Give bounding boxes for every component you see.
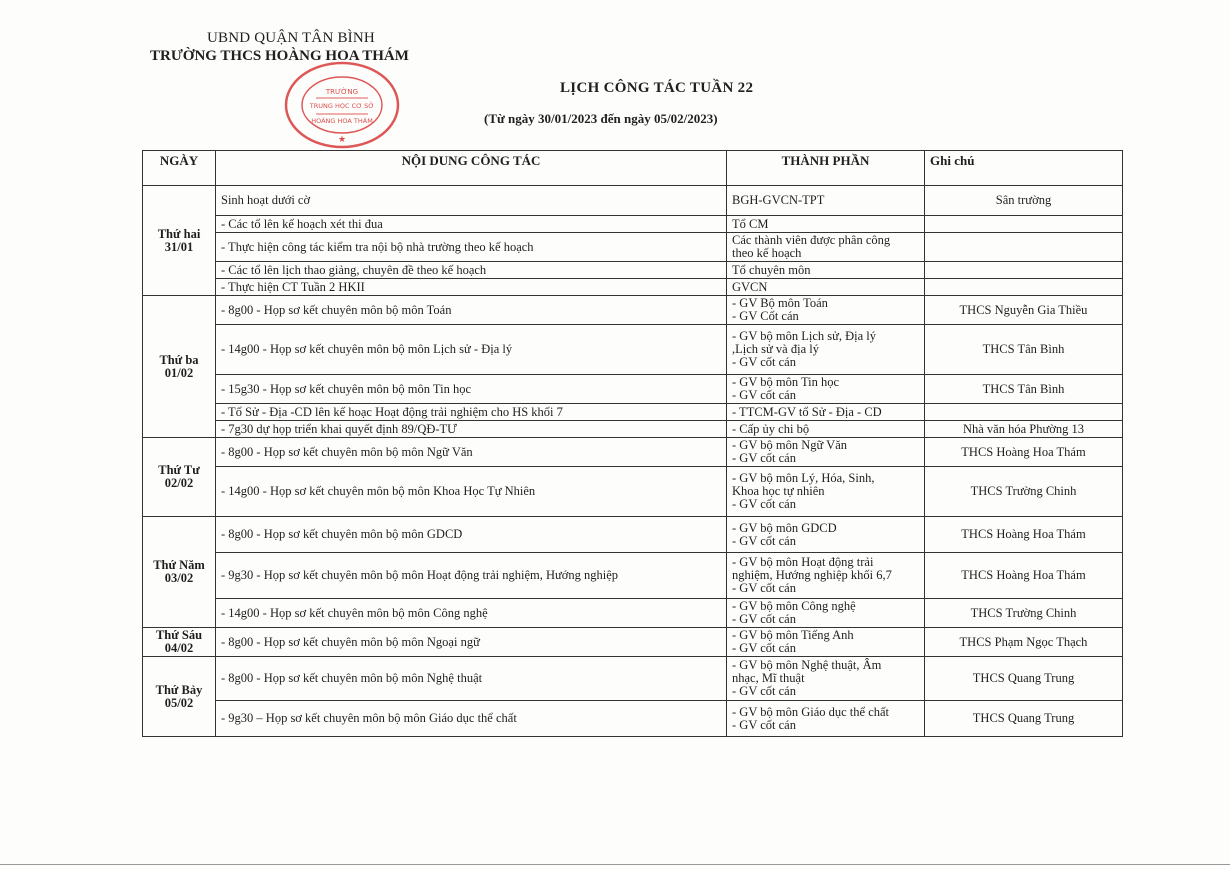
content-cell: - 15g30 - Họp sơ kết chuyên môn bộ môn Tin học xyxy=(216,375,727,404)
table-row xyxy=(143,186,1123,216)
content-cell: - 8g00 - Họp sơ kết chuyên môn bộ môn Ngoại ngữ xyxy=(216,628,727,657)
party-cell: - GV bộ môn Lịch sử, Địa lý ,Lịch sử và địa lý - GV cốt cán xyxy=(727,325,925,375)
header-day: NGÀY xyxy=(143,151,216,186)
content-cell: - 9g30 – Họp sơ kết chuyên môn bộ môn Giáo dục thể chất xyxy=(216,701,727,737)
table-row xyxy=(143,233,1123,262)
party-cell: - GV bộ môn Ngữ Văn - GV cốt cán xyxy=(727,438,925,467)
schedule-body xyxy=(143,186,1123,737)
party-cell: - GV Bộ môn Toán - GV Cốt cán xyxy=(727,296,925,325)
note-cell: THCS Quang Trung xyxy=(925,657,1123,701)
table-row xyxy=(143,701,1123,737)
note-cell xyxy=(925,262,1123,279)
day-cell: Thứ Bảy 05/02 xyxy=(143,657,216,737)
header-content: NỘI DUNG CÔNG TÁC xyxy=(216,151,727,186)
party-cell: - GV bộ môn Giáo dục thể chất - GV cốt cán xyxy=(727,701,925,737)
page-bottom-rule xyxy=(0,864,1230,865)
table-row xyxy=(143,657,1123,701)
day-cell: Thứ ba 01/02 xyxy=(143,296,216,438)
table-row xyxy=(143,404,1123,421)
party-cell: - Cấp ủy chi bộ xyxy=(727,421,925,438)
day-cell: Thứ Tư 02/02 xyxy=(143,438,216,517)
party-cell: - TTCM-GV tổ Sử - Địa - CD xyxy=(727,404,925,421)
note-cell: THCS Tân Bình xyxy=(925,375,1123,404)
party-cell: Tổ CM xyxy=(727,216,925,233)
content-cell: Sinh hoạt dưới cờ xyxy=(216,186,727,216)
party-cell: Tổ chuyên môn xyxy=(727,262,925,279)
content-cell: - Các tổ lên kế hoạch xét thi đua xyxy=(216,216,727,233)
content-cell: - 8g00 - Họp sơ kết chuyên môn bộ môn Toán xyxy=(216,296,727,325)
party-cell: - GV bộ môn Tin học - GV cốt cán xyxy=(727,375,925,404)
content-cell: - 8g00 - Họp sơ kết chuyên môn bộ môn GDCD xyxy=(216,517,727,553)
party-cell: - GV bộ môn Lý, Hóa, Sinh, Khoa học tự nhiên - GV cốt cán xyxy=(727,467,925,517)
table-row xyxy=(143,375,1123,404)
school-name: TRƯỜNG THCS HOÀNG HOA THÁM xyxy=(150,48,409,64)
table-row xyxy=(143,467,1123,517)
day-cell: Thứ hai 31/01 xyxy=(143,186,216,296)
table-row xyxy=(143,599,1123,628)
note-cell xyxy=(925,233,1123,262)
content-cell: - Thực hiện CT Tuần 2 HKII xyxy=(216,279,727,296)
day-cell: Thứ Sáu 04/02 xyxy=(143,628,216,657)
party-cell: - GV bộ môn GDCD - GV cốt cán xyxy=(727,517,925,553)
party-cell: - GV bộ môn Nghệ thuật, Âm nhạc, Mĩ thuật - GV cốt cán xyxy=(727,657,925,701)
party-cell: Các thành viên được phân công theo kế hoạch xyxy=(727,233,925,262)
header-note: Ghi chú xyxy=(925,151,1123,186)
table-row xyxy=(143,553,1123,599)
content-cell: - Thực hiện công tác kiểm tra nội bộ nhà trường theo kế hoạch xyxy=(216,233,727,262)
content-cell: - 8g00 - Họp sơ kết chuyên môn bộ môn Nghệ thuật xyxy=(216,657,727,701)
table-row xyxy=(143,216,1123,233)
note-cell: THCS Phạm Ngọc Thạch xyxy=(925,628,1123,657)
svg-text:★: ★ xyxy=(337,135,347,145)
note-cell: THCS Quang Trung xyxy=(925,701,1123,737)
note-cell xyxy=(925,404,1123,421)
party-cell: GVCN xyxy=(727,279,925,296)
content-cell: - Tổ Sử - Địa -CD lên kế hoạc Hoạt động trải nghiệm cho HS khối 7 xyxy=(216,404,727,421)
content-cell: - 14g00 - Họp sơ kết chuyên môn bộ môn Công nghệ xyxy=(216,599,727,628)
school-seal-icon xyxy=(282,60,402,150)
page-title: LỊCH CÔNG TÁC TUẦN 22 xyxy=(560,80,754,96)
note-cell: THCS Hoàng Hoa Thám xyxy=(925,517,1123,553)
content-cell: - 9g30 - Họp sơ kết chuyên môn bộ môn Hoạt động trải nghiệm, Hướng nghiệp xyxy=(216,553,727,599)
table-row xyxy=(143,628,1123,657)
agency-name: UBND QUẬN TÂN BÌNH xyxy=(207,30,375,46)
note-cell: THCS Nguyễn Gia Thiều xyxy=(925,296,1123,325)
note-cell: Nhà văn hóa Phường 13 xyxy=(925,421,1123,438)
svg-text:TRUNG HỌC CƠ SỞ: TRUNG HỌC CƠ SỞ xyxy=(309,102,375,110)
party-cell: - GV bộ môn Tiếng Anh - GV cốt cán xyxy=(727,628,925,657)
note-cell: THCS Tân Bình xyxy=(925,325,1123,375)
party-cell: BGH-GVCN-TPT xyxy=(727,186,925,216)
table-row xyxy=(143,279,1123,296)
note-cell: THCS Trường Chinh xyxy=(925,467,1123,517)
header-party: THÀNH PHẦN xyxy=(727,151,925,186)
content-cell: - 8g00 - Họp sơ kết chuyên môn bộ môn Ngữ Văn xyxy=(216,438,727,467)
svg-text:HOÀNG HOA THÁM: HOÀNG HOA THÁM xyxy=(311,117,373,125)
content-cell: - Các tổ lên lịch thao giảng, chuyên đề theo kế hoạch xyxy=(216,262,727,279)
table-row xyxy=(143,296,1123,325)
table-row xyxy=(143,262,1123,279)
note-cell xyxy=(925,279,1123,296)
party-cell: - GV bộ môn Hoạt động trải nghiệm, Hướng nghiệp khối 6,7 - GV cốt cán xyxy=(727,553,925,599)
note-cell: THCS Hoàng Hoa Thám xyxy=(925,553,1123,599)
schedule-table xyxy=(142,150,1123,737)
note-cell: THCS Trường Chinh xyxy=(925,599,1123,628)
note-cell: THCS Hoàng Hoa Thám xyxy=(925,438,1123,467)
table-row xyxy=(143,517,1123,553)
svg-text:TRƯỜNG: TRƯỜNG xyxy=(325,88,359,96)
content-cell: - 14g00 - Họp sơ kết chuyên môn bộ môn Khoa Học Tự Nhiên xyxy=(216,467,727,517)
table-header-row xyxy=(143,151,1123,186)
content-cell: - 7g30 dự họp triển khai quyết định 89/QĐ-TƯ xyxy=(216,421,727,438)
table-row xyxy=(143,421,1123,438)
note-cell xyxy=(925,216,1123,233)
note-cell: Sân trường xyxy=(925,186,1123,216)
day-cell: Thứ Năm 03/02 xyxy=(143,517,216,628)
content-cell: - 14g00 - Họp sơ kết chuyên môn bộ môn Lịch sử - Địa lý xyxy=(216,325,727,375)
table-row xyxy=(143,438,1123,467)
page-subtitle: (Từ ngày 30/01/2023 đến ngày 05/02/2023) xyxy=(484,111,718,126)
party-cell: - GV bộ môn Công nghệ - GV cốt cán xyxy=(727,599,925,628)
table-row xyxy=(143,325,1123,375)
